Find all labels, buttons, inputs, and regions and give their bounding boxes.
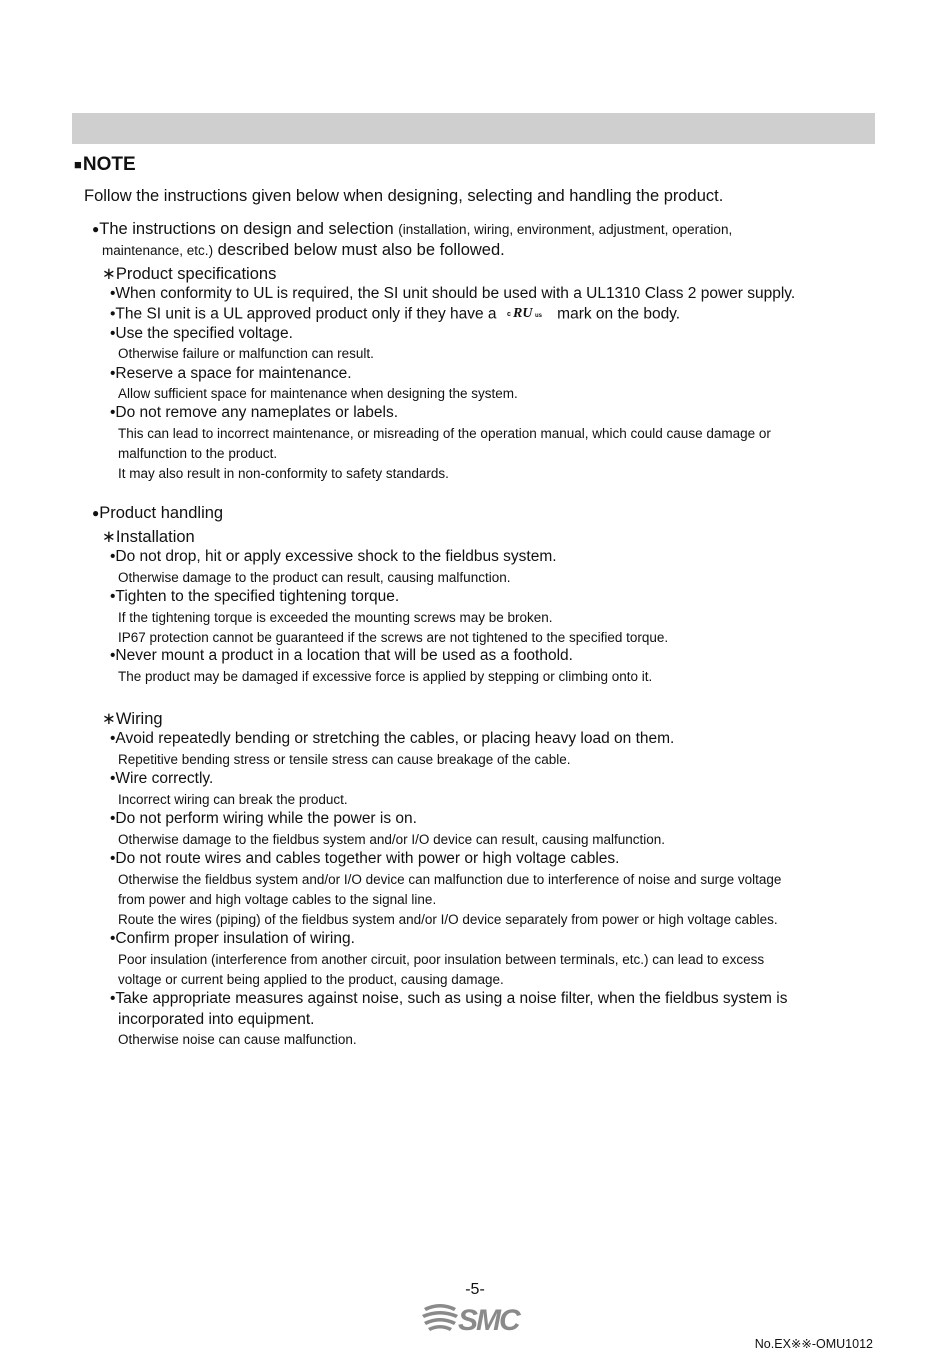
- spec-item-ul-mark: •The SI unit is a UL approved product only if they have a c RU us mark on the body.: [110, 305, 681, 323]
- svg-text:SMC: SMC: [458, 1304, 519, 1334]
- install-note-torque-1: If the tightening torque is exceeded the mounting screws may be broken.: [118, 610, 553, 625]
- page-number: -5-: [465, 1281, 485, 1298]
- spec-note-labels-1: This can lead to incorrect maintenance, or misreading of the operation manual, which could cause damage or: [118, 426, 771, 441]
- install-note-torque-2: IP67 protection cannot be guaranteed if the screws are not tightened to the specified torque.: [118, 630, 669, 645]
- install-note-shock: Otherwise damage to the product can result, causing malfunction.: [118, 570, 511, 585]
- spec-note-labels-3: It may also result in non-conformity to safety standards.: [118, 466, 449, 481]
- svg-text:RU: RU: [512, 306, 533, 319]
- spec-item-ul: •When conformity to UL is required, the SI unit should be used with a UL1310 Class 2 power supply.: [110, 285, 796, 302]
- install-item-torque: •Tighten to the specified tightening torque.: [110, 588, 400, 605]
- spec-note-space: Allow sufficient space for maintenance when designing the system.: [118, 386, 518, 401]
- wiring-note-bending: Repetitive bending stress or tensile stress can cause breakage of the cable.: [118, 752, 571, 767]
- wiring-item-power: •Do not perform wiring while the power is on.: [110, 810, 417, 827]
- wiring-note-route-3: Route the wires (piping) of the fieldbus system and/or I/O device separately from power or high voltage cables.: [118, 912, 778, 927]
- section-header-bar: [72, 113, 875, 144]
- cul-us-mark-icon: [507, 305, 547, 324]
- document-number: No.EX※※-OMU1012: [754, 1337, 873, 1351]
- asterisk-icon: ∗: [102, 710, 116, 728]
- wiring-item-route: •Do not route wires and cables together with power or high voltage cables.: [110, 850, 620, 867]
- spec-subheading: ∗Product specifications: [102, 265, 277, 283]
- square-bullet-icon: ■: [74, 157, 82, 172]
- design-heading: ●The instructions on design and selection (installation, wiring, environment, adjustment, operation,: [92, 220, 733, 238]
- installation-subheading: ∗Installation: [102, 528, 195, 546]
- asterisk-icon: ∗: [102, 528, 116, 546]
- spec-item-voltage: •Use the specified voltage.: [110, 325, 293, 342]
- handling-heading: ●Product handling: [92, 504, 224, 522]
- design-heading-cont: maintenance, etc.) described below must also be followed.: [102, 241, 505, 259]
- note-heading: ■NOTE: [74, 154, 136, 175]
- wiring-note-insulation-1: Poor insulation (interference from another circuit, poor insulation between terminals, etc.) can lead to excess: [118, 952, 765, 967]
- wiring-note-noise: Otherwise noise can cause malfunction.: [118, 1032, 357, 1047]
- wiring-note-route-1: Otherwise the fieldbus system and/or I/O device can malfunction due to interference of noise and surge voltage: [118, 872, 782, 887]
- wiring-item-bending: •Avoid repeatedly bending or stretching the cables, or placing heavy load on them.: [110, 730, 675, 747]
- intro-text: Follow the instructions given below when designing, selecting and handling the product.: [84, 187, 724, 205]
- spec-note-voltage: Otherwise failure or malfunction can result.: [118, 346, 374, 361]
- wiring-item-noise: •Take appropriate measures against noise, such as using a noise filter, when the fieldbus system is: [110, 990, 788, 1007]
- wiring-note-correct: Incorrect wiring can break the product.: [118, 792, 348, 807]
- round-bullet-icon: ●: [92, 506, 100, 520]
- svg-text:c: c: [506, 311, 511, 318]
- spec-note-labels-2: malfunction to the product.: [118, 446, 278, 461]
- wiring-item-insulation: •Confirm proper insulation of wiring.: [110, 930, 355, 947]
- spec-item-space: •Reserve a space for maintenance.: [110, 365, 352, 382]
- wiring-item-correct: •Wire correctly.: [110, 770, 214, 787]
- smc-logo: [420, 1300, 528, 1334]
- wiring-item-noise-cont: incorporated into equipment.: [118, 1011, 315, 1028]
- wiring-subheading: ∗Wiring: [102, 710, 163, 728]
- wiring-note-insulation-2: voltage or current being applied to the product, causing damage.: [118, 972, 504, 987]
- install-item-foothold: •Never mount a product in a location that will be used as a foothold.: [110, 647, 573, 664]
- round-bullet-icon: ●: [92, 222, 100, 236]
- svg-text:us: us: [534, 313, 542, 319]
- wiring-note-route-2: from power and high voltage cables to the signal line.: [118, 892, 437, 907]
- spec-item-labels: •Do not remove any nameplates or labels.: [110, 404, 399, 421]
- asterisk-icon: ∗: [102, 265, 116, 283]
- install-item-shock: •Do not drop, hit or apply excessive shock to the fieldbus system.: [110, 548, 557, 565]
- install-note-foothold: The product may be damaged if excessive force is applied by stepping or climbing onto it.: [118, 669, 653, 684]
- wiring-note-power: Otherwise damage to the fieldbus system and/or I/O device can result, causing malfunction.: [118, 832, 666, 847]
